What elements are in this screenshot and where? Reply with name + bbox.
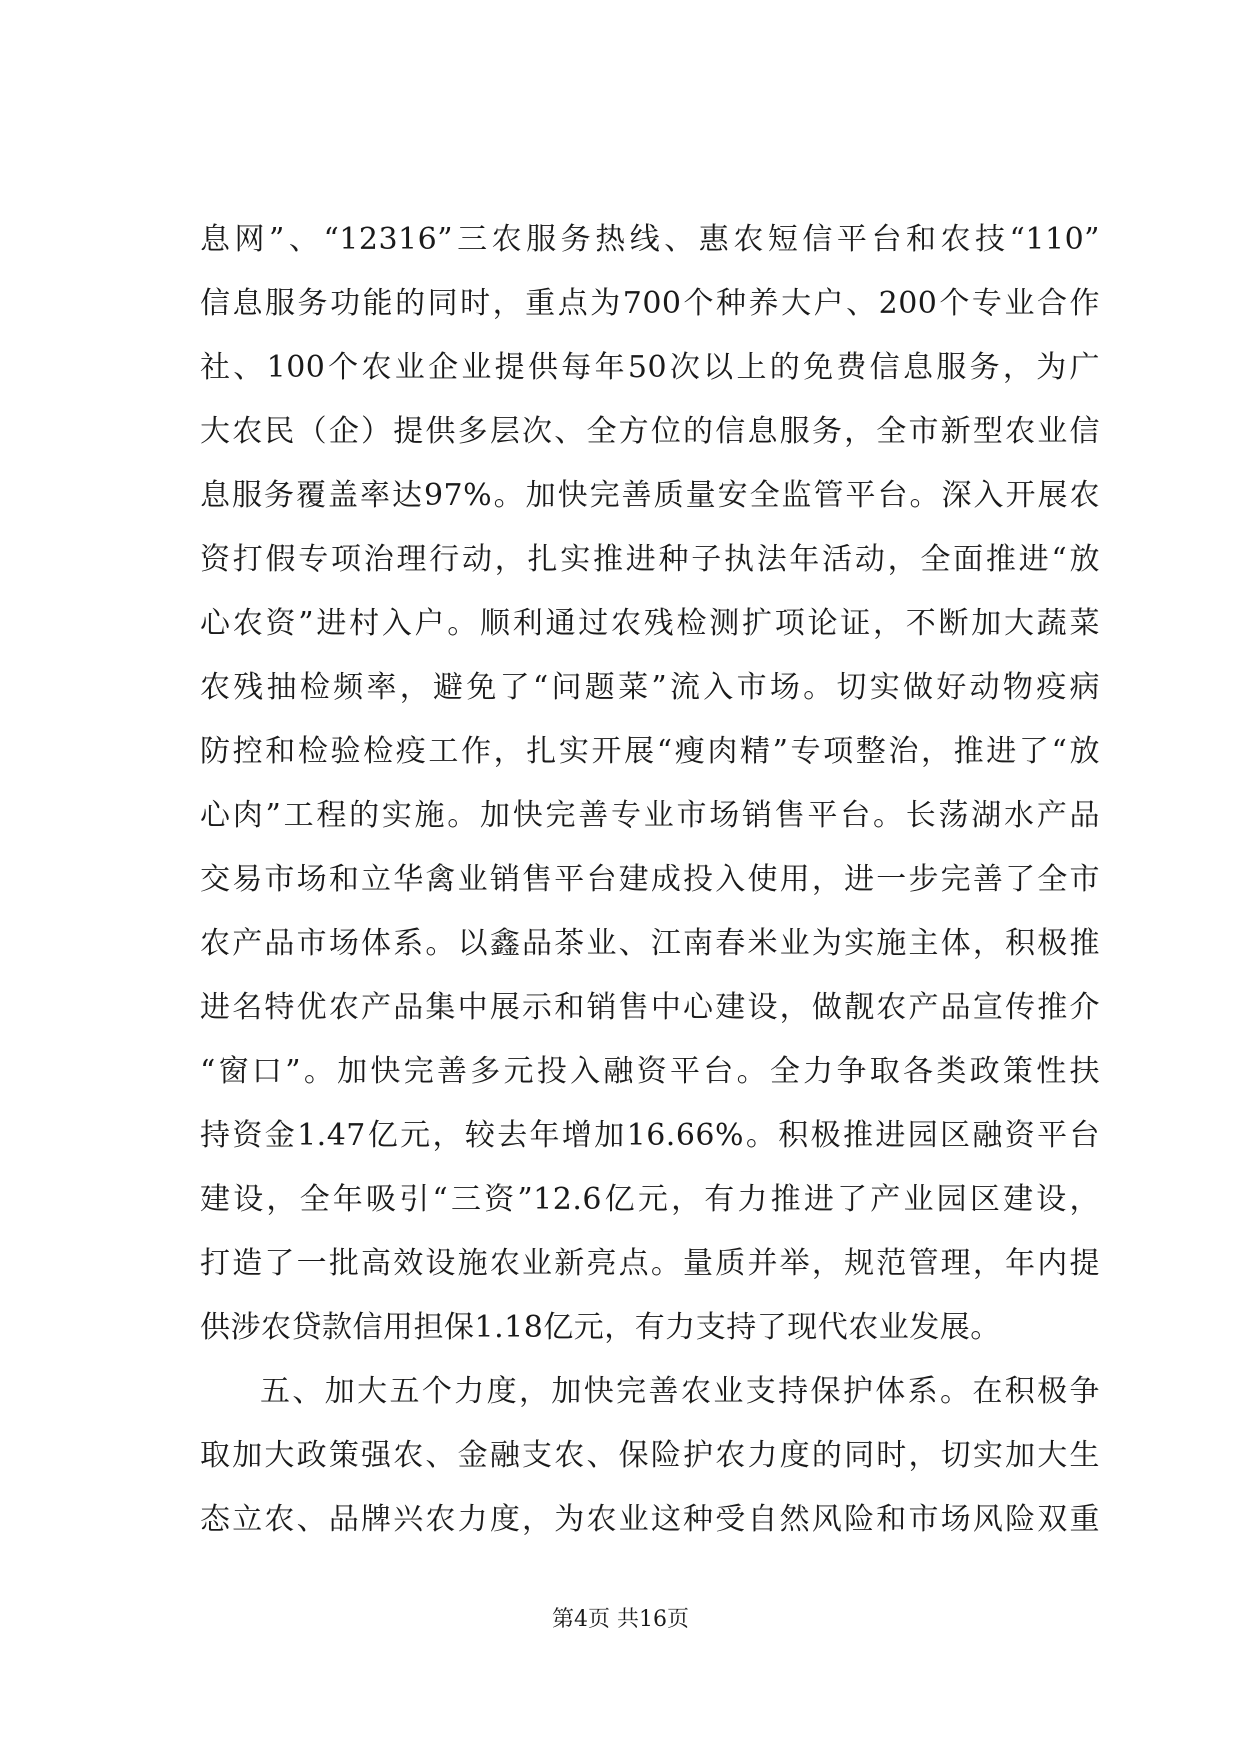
page-footer [0, 1605, 1241, 1635]
text-line: 资打假专项治理行动，扎实推进种子执法年活动，全面推进“放 [200, 542, 1100, 577]
paragraph-end-line: 供涉农贷款信用担保1.18亿元，有力支持了现代农业发展。 [200, 1310, 1001, 1345]
text-line: 态立农、品牌兴农力度，为农业这种受自然风险和市场风险双重 [200, 1502, 1100, 1537]
body-text [200, 208, 1100, 1552]
text-line: 农残抽检频率，避免了“问题菜”流入市场。切实做好动物疫病 [200, 670, 1100, 705]
text-line: 农产品市场体系。以鑫品茶业、江南春米业为实施主体，积极推 [200, 926, 1100, 961]
text-line: 社、100个农业企业提供每年50次以上的免费信息服务，为广 [200, 350, 1100, 385]
text-line: 建设，全年吸引“三资”12.6亿元，有力推进了产业园区建设， [200, 1182, 1100, 1217]
text-line: 进名特优农产品集中展示和销售中心建设，做靓农产品宣传推介 [200, 990, 1100, 1025]
text-line: 心农资”进村入户。顺利通过农残检测扩项论证，不断加大蔬菜 [200, 606, 1100, 641]
text-line: 息服务覆盖率达97%。加快完善质量安全监管平台。深入开展农 [200, 478, 1100, 513]
text-line: 防控和检验检疫工作，扎实开展“瘦肉精”专项整治，推进了“放 [200, 734, 1100, 769]
text-line: 打造了一批高效设施农业新亮点。量质并举，规范管理，年内提 [200, 1246, 1100, 1281]
text-line: 息网”、“12316”三农服务热线、惠农短信平台和农技“110” [200, 222, 1100, 257]
text-line: “窗口”。加快完善多元投入融资平台。全力争取各类政策性扶 [200, 1054, 1100, 1089]
page-number: 第4页 共16页 [552, 1607, 689, 1632]
text-line: 大农民（企）提供多层次、全方位的信息服务，全市新型农业信 [200, 414, 1100, 449]
text-line: 交易市场和立华禽业销售平台建成投入使用，进一步完善了全市 [200, 862, 1100, 897]
text-line: 取加大政策强农、金融支农、保险护农力度的同时，切实加大生 [200, 1438, 1100, 1473]
text-line: 持资金1.47亿元，较去年增加16.66%。积极推进园区融资平台 [200, 1118, 1100, 1153]
text-line: 心肉”工程的实施。加快完善专业市场销售平台。长荡湖水产品 [200, 798, 1100, 833]
paragraph-start-line: 五、加大五个力度，加快完善农业支持保护体系。在积极争 [260, 1374, 1100, 1409]
text-line: 信息服务功能的同时，重点为700个种养大户、200个专业合作 [200, 286, 1100, 321]
